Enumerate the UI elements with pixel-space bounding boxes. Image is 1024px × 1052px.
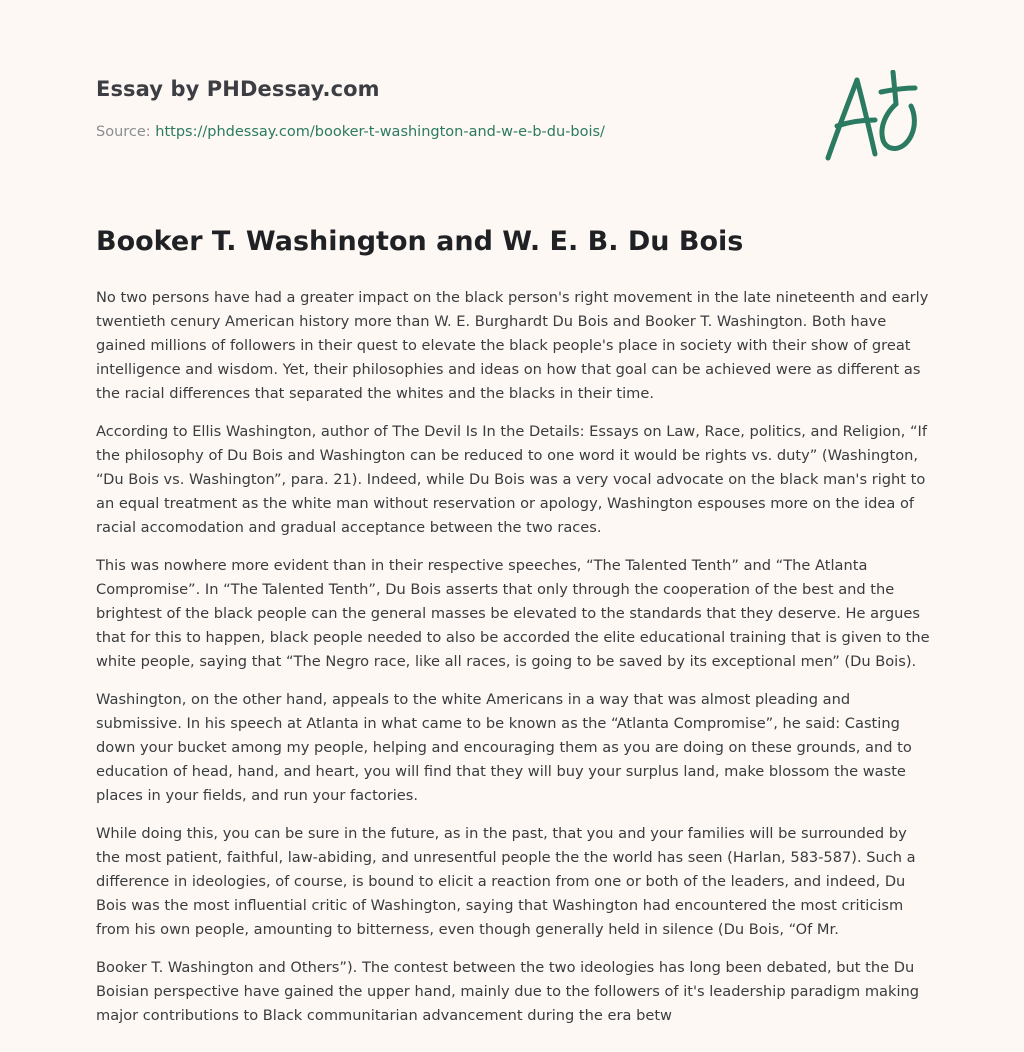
essay-paragraph: No two persons have had a greater impact on the black person's right movement in the late nineteenth and early twentieth cenury American history more than W. E. Burghardt Du Bois and Booker T. Washington. Both have gained millions of followers in their quest to elevate the black people's place in society with their show of great intelligence and wisdom. Yet, their philosophies and ideas on how that goal can be achieved were as different as the racial differences that separated the whites and the blacks in their time.	[96, 289, 929, 402]
essay-paragraph: Booker T. Washington and Others”). The contest between the two ideologies has long been debated, but the Du Boisian perspective have gained the upper hand, mainly due to the followers of it's leadership paradigm making major contributions to Black communitarian advancement during the era betw	[96, 959, 920, 1024]
site-title: Essay by PHDessay.com	[96, 77, 380, 101]
essay-paragraph: This was nowhere more evident than in their respective speeches, “The Talented Tenth” and “The Atlanta Compromise”. In “The Talented Tenth”, Du Bois asserts that only through the cooperation of the best and the brightest of the black people can the general masses be elevated to the standards that they deserve. He argues that for this to happen, black people needed to also be accorded the elite educational training that is given to the white people, saying that “The Negro race, like all races, is going to be saved by its exceptional men” (Du Bois).	[96, 557, 930, 670]
essay-paragraph: According to Ellis Washington, author of The Devil Is In the Details: Essays on Law, Race, politics, and Religion, “If the philosophy of Du Bois and Washington can be reduced to one word it would be rights vs. duty” (Washington, “Du Bois vs. Washington”, para. 21). Indeed, while Du Bois was a very vocal advocate on the black man's right to an equal treatment as the white man without reservation or apology, Washington espouses more on the idea of racial accomodation and gradual acceptance between the two races.	[96, 423, 927, 536]
source-label: Source:	[96, 124, 151, 140]
logo-a-right-stroke	[857, 80, 875, 154]
logo-plus-loop	[882, 104, 914, 149]
logo-a-left-stroke	[828, 80, 857, 158]
source-line	[96, 124, 605, 140]
logo-strokes	[828, 72, 915, 158]
source-link[interactable]: https://phdessay.com/booker-t-washington-and-w-e-b-du-bois/	[155, 124, 605, 140]
essay-paragraph: While doing this, you can be sure in the future, as in the past, that you and your families will be surrounded by the most patient, faithful, law-abiding, and unresentful people the the world has seen (Harlan, 583-587). Such a difference in ideologies, of course, is bound to elicit a reaction from one or both of the leaders, and indeed, Du Bois was the most influential critic of Washington, saying that Washington had encountered the most criticism from his own people, amounting to bitterness, even though generally held in silence (Du Bois, “Of Mr.	[96, 825, 916, 938]
essay-body	[96, 286, 930, 1042]
essay-title: Booker T. Washington and W. E. B. Du Bois	[96, 226, 744, 257]
essay-paragraph: Washington, on the other hand, appeals to the white Americans in a way that was almost pleading and submissive. In his speech at Atlanta in what came to be known as the “Atlanta Compromise”, he said: Casting down your bucket among my people, helping and encouraging them as you are doing on these grounds, and to education of head, hand, and heart, you will find that they will buy your surplus land, make blossom the waste places in your fields, and run your factories.	[96, 691, 912, 804]
a-plus-grade-logo	[823, 70, 923, 162]
logo-plus-horizontal	[881, 88, 915, 92]
